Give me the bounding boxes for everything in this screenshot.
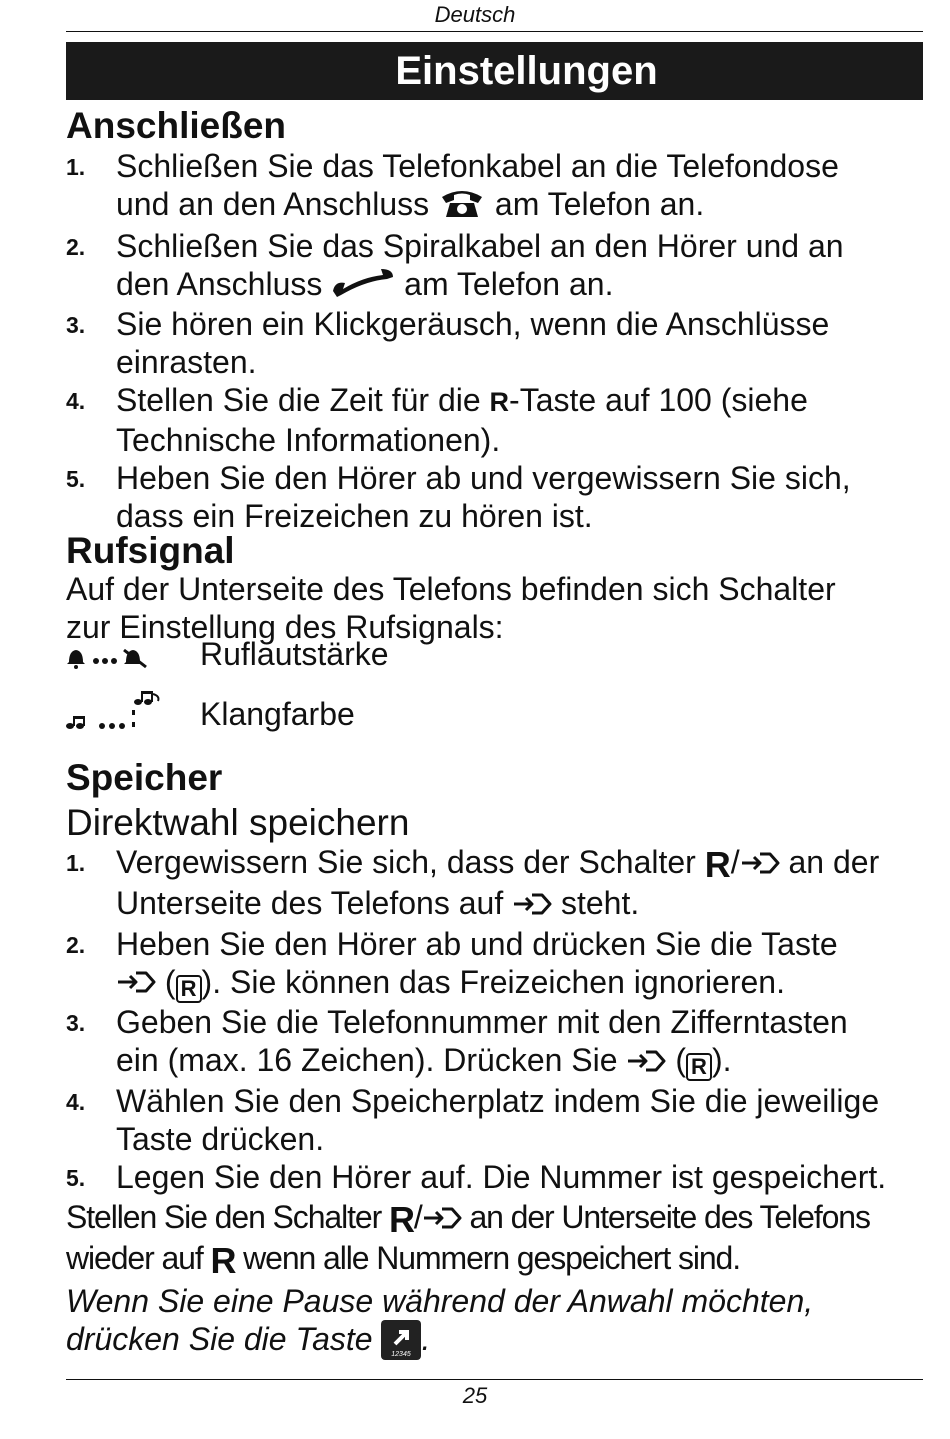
step-number: 2. — [66, 931, 86, 958]
list-item — [66, 1158, 936, 1196]
ringer-tone-label: Klangfarbe — [200, 696, 355, 732]
pause-note: Wenn Sie eine Pause während der Anwahl möchten, drücken Sie die Taste 12345 . — [66, 1283, 814, 1358]
r-switch-label: R — [704, 844, 731, 885]
store-arrow-icon — [740, 846, 780, 884]
r-switch-label: R — [388, 1199, 414, 1240]
ringer-tone-row — [66, 688, 355, 744]
step-text: Sie hören ein Klickgeräusch, wenn die Anschlüsse — [116, 306, 830, 343]
step-text: Legen Sie den Hörer auf. Die Nummer ist gespeichert. — [116, 1158, 887, 1195]
step-text: Schließen Sie das Telefonkabel an die Telefondose — [116, 148, 839, 184]
store-arrow-icon — [512, 887, 552, 925]
step-text: Heben Sie den Hörer ab und vergewissern Sie sich, — [116, 460, 851, 497]
step-text: dass ein Freizeichen zu hören ist. — [116, 498, 593, 535]
list-item — [66, 147, 936, 227]
step-text: ein (max. 16 Zeichen). Drücken Sie ( R ). — [116, 1041, 936, 1082]
step-text: Vergewissern Sie sich, dass der Schalter R/ an der — [116, 844, 880, 885]
page-number: 25 — [462, 1383, 488, 1408]
list-item — [66, 925, 936, 1004]
step-text: Taste drücken. — [116, 1120, 325, 1157]
music-notes-icon — [66, 688, 166, 744]
step-number: 4. — [66, 1088, 86, 1115]
step-text: Wählen Sie den Speicherplatz indem Sie die jeweilige — [116, 1082, 880, 1119]
step-number: 5. — [66, 1164, 86, 1191]
ringer-volume-row — [66, 636, 389, 677]
list-item — [66, 459, 936, 535]
connect-steps-list — [66, 147, 936, 535]
handset-icon — [331, 267, 395, 305]
r-key-label: R — [489, 387, 510, 418]
bell-icon — [66, 640, 152, 677]
list-item — [66, 1003, 936, 1082]
store-arrow-icon — [422, 1201, 462, 1239]
step-number: 2. — [66, 233, 86, 260]
step-text: Technische Informationen). — [116, 422, 501, 459]
store-arrow-icon — [116, 965, 156, 1003]
step-text: einrasten. — [116, 344, 257, 381]
footer-rule — [66, 1379, 923, 1380]
step-text: Heben Sie den Hörer ab und drücken Sie die Taste — [116, 925, 838, 962]
pause-key-icon — [381, 1320, 421, 1360]
r-key-icon: R — [176, 975, 202, 1003]
switch-reset-note: Stellen Sie den Schalter R/ an der Unterseite des Telefons wieder auf R wenn alle Nummern gespeichert sind. — [66, 1199, 870, 1281]
section-heading-speicher: Speicher — [66, 757, 223, 798]
step-text: ( R ). Sie können das Freizeichen ignorieren. — [116, 963, 936, 1004]
step-text: den Anschluss am Telefon an. — [116, 265, 936, 306]
step-number: 1. — [66, 850, 86, 876]
list-item — [66, 1082, 936, 1158]
list-item — [66, 227, 936, 306]
step-text: Stellen Sie die Zeit für die R-Taste auf 100 (siehe — [116, 382, 808, 419]
page-language-label: Deutsch — [434, 2, 516, 27]
subheading-direktwahl: Direktwahl speichern — [66, 802, 410, 843]
memory-steps-list — [66, 843, 936, 1196]
step-number: 3. — [66, 312, 86, 339]
r-key-icon: R — [686, 1053, 712, 1081]
list-item — [66, 305, 936, 381]
step-text: Geben Sie die Telefonnummer mit den Zifferntasten — [116, 1004, 848, 1041]
step-text: und an den Anschluss am Telefon an. — [116, 185, 936, 227]
store-arrow-icon — [626, 1044, 666, 1082]
step-number: 5. — [66, 466, 86, 493]
step-text: Schließen Sie das Spiralkabel an den Hörer und an — [116, 227, 844, 264]
section-heading-rufsignal: Rufsignal — [66, 530, 235, 571]
step-text: Unterseite des Telefons auf steht. — [116, 884, 936, 925]
step-number: 4. — [66, 388, 86, 415]
step-number: 1. — [66, 154, 86, 180]
header-rule — [66, 31, 923, 32]
page-title-banner: Einstellungen — [66, 42, 923, 100]
list-item — [66, 843, 936, 925]
step-number: 3. — [66, 1010, 86, 1037]
ringer-volume-label: Ruflautstärke — [200, 636, 389, 672]
r-switch-label: R — [210, 1240, 236, 1281]
pause-key-caption: 12345 — [391, 1351, 412, 1358]
section-heading-anschliessen: Anschließen — [66, 105, 286, 146]
list-item — [66, 381, 936, 459]
phone-socket-icon — [438, 187, 486, 227]
ringer-intro: Auf der Unterseite des Telefons befinden sich Schalter zur Einstellung des Rufsignals: — [66, 571, 836, 645]
